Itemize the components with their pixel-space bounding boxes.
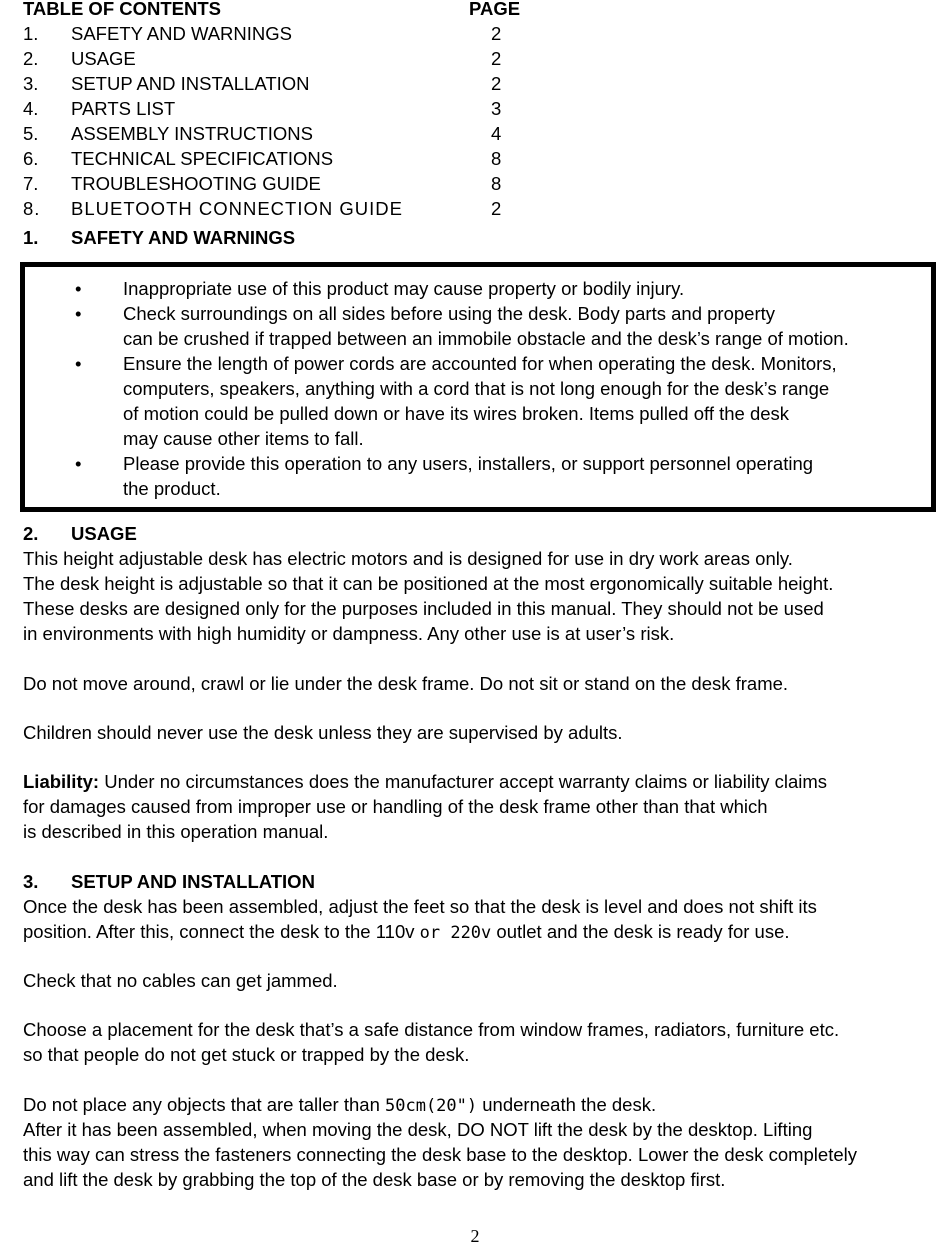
toc-entry-page: 8: [491, 173, 502, 194]
toc-entry-page: 8: [491, 148, 502, 169]
toc-entry-page: 4: [491, 123, 502, 144]
section-title: SETUP AND INSTALLATION: [71, 871, 315, 892]
warning-line: Check surroundings on all sides before using the desk. Body parts and property: [123, 303, 775, 324]
toc-entry-number: 7.: [23, 173, 39, 194]
toc-entry-title: USAGE: [71, 48, 136, 69]
toc-entry-title: SETUP AND INSTALLATION: [71, 73, 310, 94]
toc-entry-title: TECHNICAL SPECIFICATIONS: [71, 148, 334, 169]
warning-line: Inappropriate use of this product may cause property or bodily injury.: [123, 278, 685, 299]
paragraph-line: so that people do not get stuck or trapped by the desk.: [23, 1044, 470, 1065]
section-number: 3.: [23, 871, 39, 892]
paragraph-line: [23, 919, 790, 946]
toc-entry-title: PARTS LIST: [71, 98, 176, 119]
warning-line: can be crushed if trapped between an immobile obstacle and the desk’s range of motion.: [123, 328, 849, 349]
paragraph-line: is described in this operation manual.: [23, 821, 329, 842]
bullet-icon: •: [75, 353, 82, 374]
toc-entry: [23, 121, 523, 146]
voltage-text: or 220v: [419, 923, 492, 943]
section-title: USAGE: [71, 523, 137, 544]
paragraph-line: this way can stress the fasteners connecting the desk base to the desktop. Lower the desk completely: [23, 1144, 857, 1165]
toc-entry: [23, 71, 523, 96]
warning-line: Ensure the length of power cords are accounted for when operating the desk. Monitors,: [123, 353, 837, 374]
liability-line: [23, 769, 827, 794]
toc-entry: [23, 171, 523, 196]
warning-line: computers, speakers, anything with a cord that is not long enough for the desk’s range: [123, 378, 830, 399]
section-heading-setup: [23, 869, 315, 894]
warning-line: Please provide this operation to any users, installers, or support personnel operating: [123, 453, 814, 474]
paragraph-line: Once the desk has been assembled, adjust the feet so that the desk is level and does not shift its: [23, 896, 817, 917]
paragraph-line: Children should never use the desk unless they are supervised by adults.: [23, 722, 623, 743]
paragraph-line: for damages caused from improper use or handling of the desk frame other than that which: [23, 796, 768, 817]
toc-entry-number: 6.: [23, 148, 39, 169]
toc-entry-number: 1.: [23, 23, 39, 44]
toc-entry-number: 8.: [23, 198, 41, 219]
toc-entry-title: SAFETY AND WARNINGS: [71, 23, 293, 44]
warning-line: the product.: [123, 478, 221, 499]
paragraph-line: Do not move around, crawl or lie under the desk frame. Do not sit or stand on the desk frame.: [23, 673, 789, 694]
bullet-icon: •: [75, 303, 82, 324]
paragraph-line: This height adjustable desk has electric motors and is designed for use in dry work areas only.: [23, 548, 793, 569]
warning-line: may cause other items to fall.: [123, 428, 364, 449]
toc-entry-title: BLUETOOTH CONNECTION GUIDE: [71, 198, 403, 219]
toc-entry: [23, 196, 523, 221]
toc-entry-number: 5.: [23, 123, 39, 144]
toc-entry-page: 2: [491, 73, 502, 94]
section-title: SAFETY AND WARNINGS: [71, 227, 296, 248]
paragraph-line: The desk height is adjustable so that it can be positioned at the most ergonomically suitable height.: [23, 573, 834, 594]
warning-box: [20, 262, 936, 512]
paragraph-line: After it has been assembled, when moving the desk, DO NOT lift the desk by the desktop. Lifting: [23, 1119, 813, 1140]
toc-entry: [23, 46, 523, 71]
toc-entry: [23, 96, 523, 121]
bullet-icon: •: [75, 278, 82, 299]
paragraph-line: and lift the desk by grabbing the top of the desk base or by removing the desktop first.: [23, 1169, 726, 1190]
text-run: outlet and the desk is ready for use.: [491, 921, 790, 942]
toc-entry-page: 2: [491, 23, 502, 44]
toc-entry-title: ASSEMBLY INSTRUCTIONS: [71, 123, 313, 144]
toc-entry-page: 3: [491, 98, 502, 119]
liability-text: Under no circumstances does the manufacturer accept warranty claims or liability claims: [99, 771, 828, 792]
toc-entry-page: 2: [491, 48, 502, 69]
warning-line: of motion could be pulled down or have its wires broken. Items pulled off the desk: [123, 403, 790, 424]
page-number: 2: [470, 1226, 480, 1246]
section-heading-safety: [23, 225, 295, 250]
paragraph-line: [23, 1092, 656, 1119]
toc-page-heading: PAGE: [469, 0, 521, 19]
bullet-icon: •: [75, 453, 82, 474]
text-run: underneath the desk.: [477, 1094, 657, 1115]
liability-label: Liability:: [23, 771, 100, 792]
text-run: Do not place any objects that are taller than: [23, 1094, 385, 1115]
height-limit-text: 50cm(20"): [385, 1096, 478, 1116]
toc-entry-number: 2.: [23, 48, 39, 69]
section-number: 2.: [23, 523, 39, 544]
toc-entry-title: TROUBLESHOOTING GUIDE: [71, 173, 321, 194]
paragraph-line: Check that no cables can get jammed.: [23, 970, 338, 991]
toc-entry-number: 4.: [23, 98, 39, 119]
toc-entry: [23, 146, 523, 171]
toc-entry-page: 2: [491, 198, 503, 219]
section-number: 1.: [23, 227, 39, 248]
toc-heading: TABLE OF CONTENTS: [23, 0, 222, 19]
paragraph-line: These desks are designed only for the purposes included in this manual. They should not be used: [23, 598, 824, 619]
paragraph-line: Choose a placement for the desk that’s a safe distance from window frames, radiators, furniture etc.: [23, 1019, 840, 1040]
text-run: position. After this, connect the desk to the 110v: [23, 921, 420, 942]
paragraph-line: in environments with high humidity or dampness. Any other use is at user’s risk.: [23, 623, 675, 644]
toc-entry-number: 3.: [23, 73, 39, 94]
toc-entry: [23, 21, 523, 46]
section-heading-usage: [23, 521, 137, 546]
